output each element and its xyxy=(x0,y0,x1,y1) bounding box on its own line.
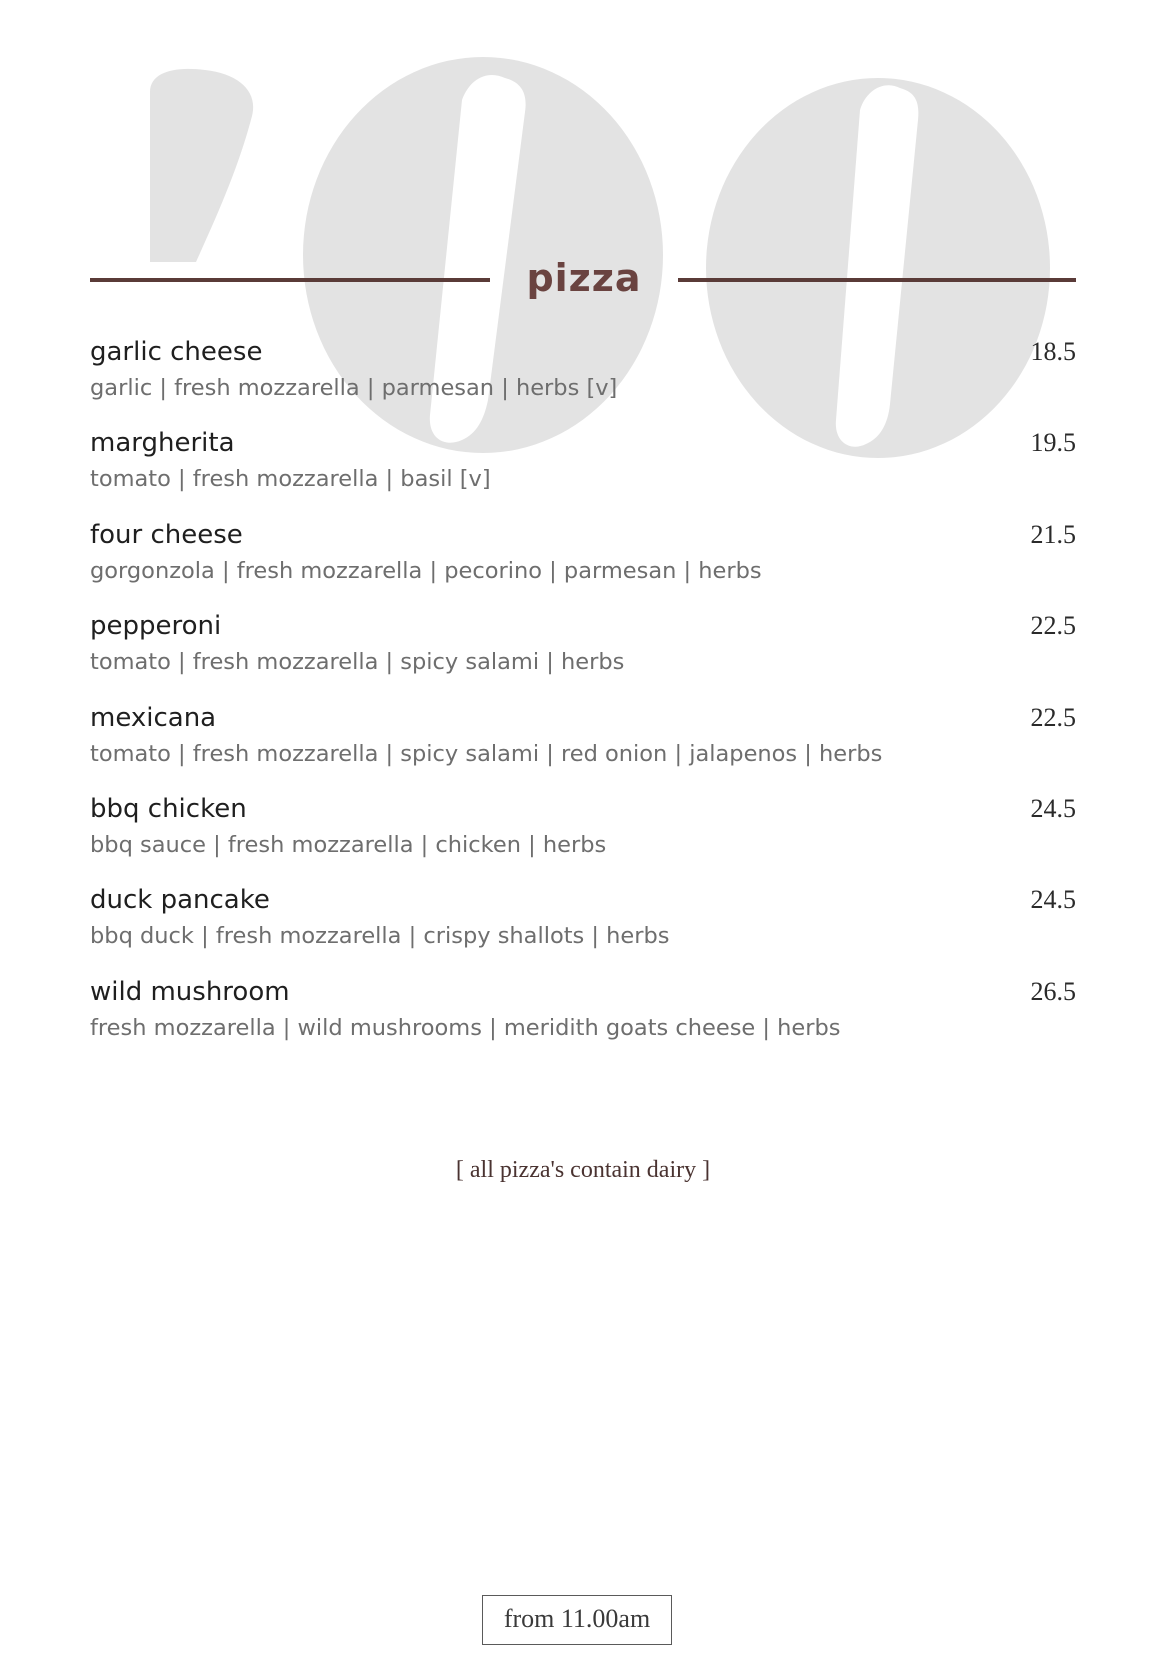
item-name: garlic cheese xyxy=(90,337,263,367)
item-name: duck pancake xyxy=(90,885,270,916)
item-description: tomato | fresh mozzarella | spicy salami | red onion | jalapenos | herbs xyxy=(90,740,883,767)
item-description: gorgonzola | fresh mozzarella | pecorino | parmesan | herbs xyxy=(90,557,762,584)
opening-hours-badge: from 11.00am xyxy=(482,1595,672,1645)
header-rule-right xyxy=(678,278,1076,282)
item-name: margherita xyxy=(90,428,235,459)
menu-item-mexicana xyxy=(90,700,1076,791)
item-price: 18.5 xyxy=(1030,337,1076,366)
item-price: 21.5 xyxy=(1030,519,1076,549)
item-name: mexicana xyxy=(90,702,217,733)
item-description: fresh mozzarella | wild mushrooms | meridith goats cheese | herbs xyxy=(90,1014,841,1041)
item-price: 24.5 xyxy=(1030,793,1076,823)
item-price: 24.5 xyxy=(1030,885,1076,915)
menu-item-duck-pancake xyxy=(90,882,1076,973)
section-header xyxy=(90,250,1076,310)
watermark-apostrophe xyxy=(150,69,253,262)
item-description: garlic | fresh mozzarella | parmesan | herbs [v] xyxy=(90,375,618,401)
section-title: pizza xyxy=(526,256,642,300)
menu-item-bbq-chicken xyxy=(90,791,1076,882)
item-price: 26.5 xyxy=(1030,976,1076,1006)
header-rule-left xyxy=(90,278,490,282)
menu-item-pepperoni xyxy=(90,608,1076,699)
item-price: 22.5 xyxy=(1030,702,1076,732)
item-name: wild mushroom xyxy=(90,976,290,1007)
item-description: bbq sauce | fresh mozzarella | chicken | herbs xyxy=(90,831,607,858)
menu-list xyxy=(90,334,1076,1065)
menu-item-wild-mushroom xyxy=(90,974,1076,1065)
menu-item-garlic-cheese xyxy=(90,334,1076,425)
item-name: four cheese xyxy=(90,519,243,550)
dairy-footnote: [ all pizza's contain dairy ] xyxy=(455,1157,711,1183)
menu-item-four-cheese xyxy=(90,517,1076,608)
item-name: bbq chicken xyxy=(90,793,247,824)
item-price: 22.5 xyxy=(1030,611,1076,641)
menu-item-margherita xyxy=(90,425,1076,516)
item-name: pepperoni xyxy=(90,611,222,642)
item-price: 19.5 xyxy=(1030,428,1076,458)
item-description: bbq duck | fresh mozzarella | crispy shallots | herbs xyxy=(90,923,670,950)
item-description: tomato | fresh mozzarella | spicy salami | herbs xyxy=(90,649,625,676)
item-description: tomato | fresh mozzarella | basil [v] xyxy=(90,466,491,493)
